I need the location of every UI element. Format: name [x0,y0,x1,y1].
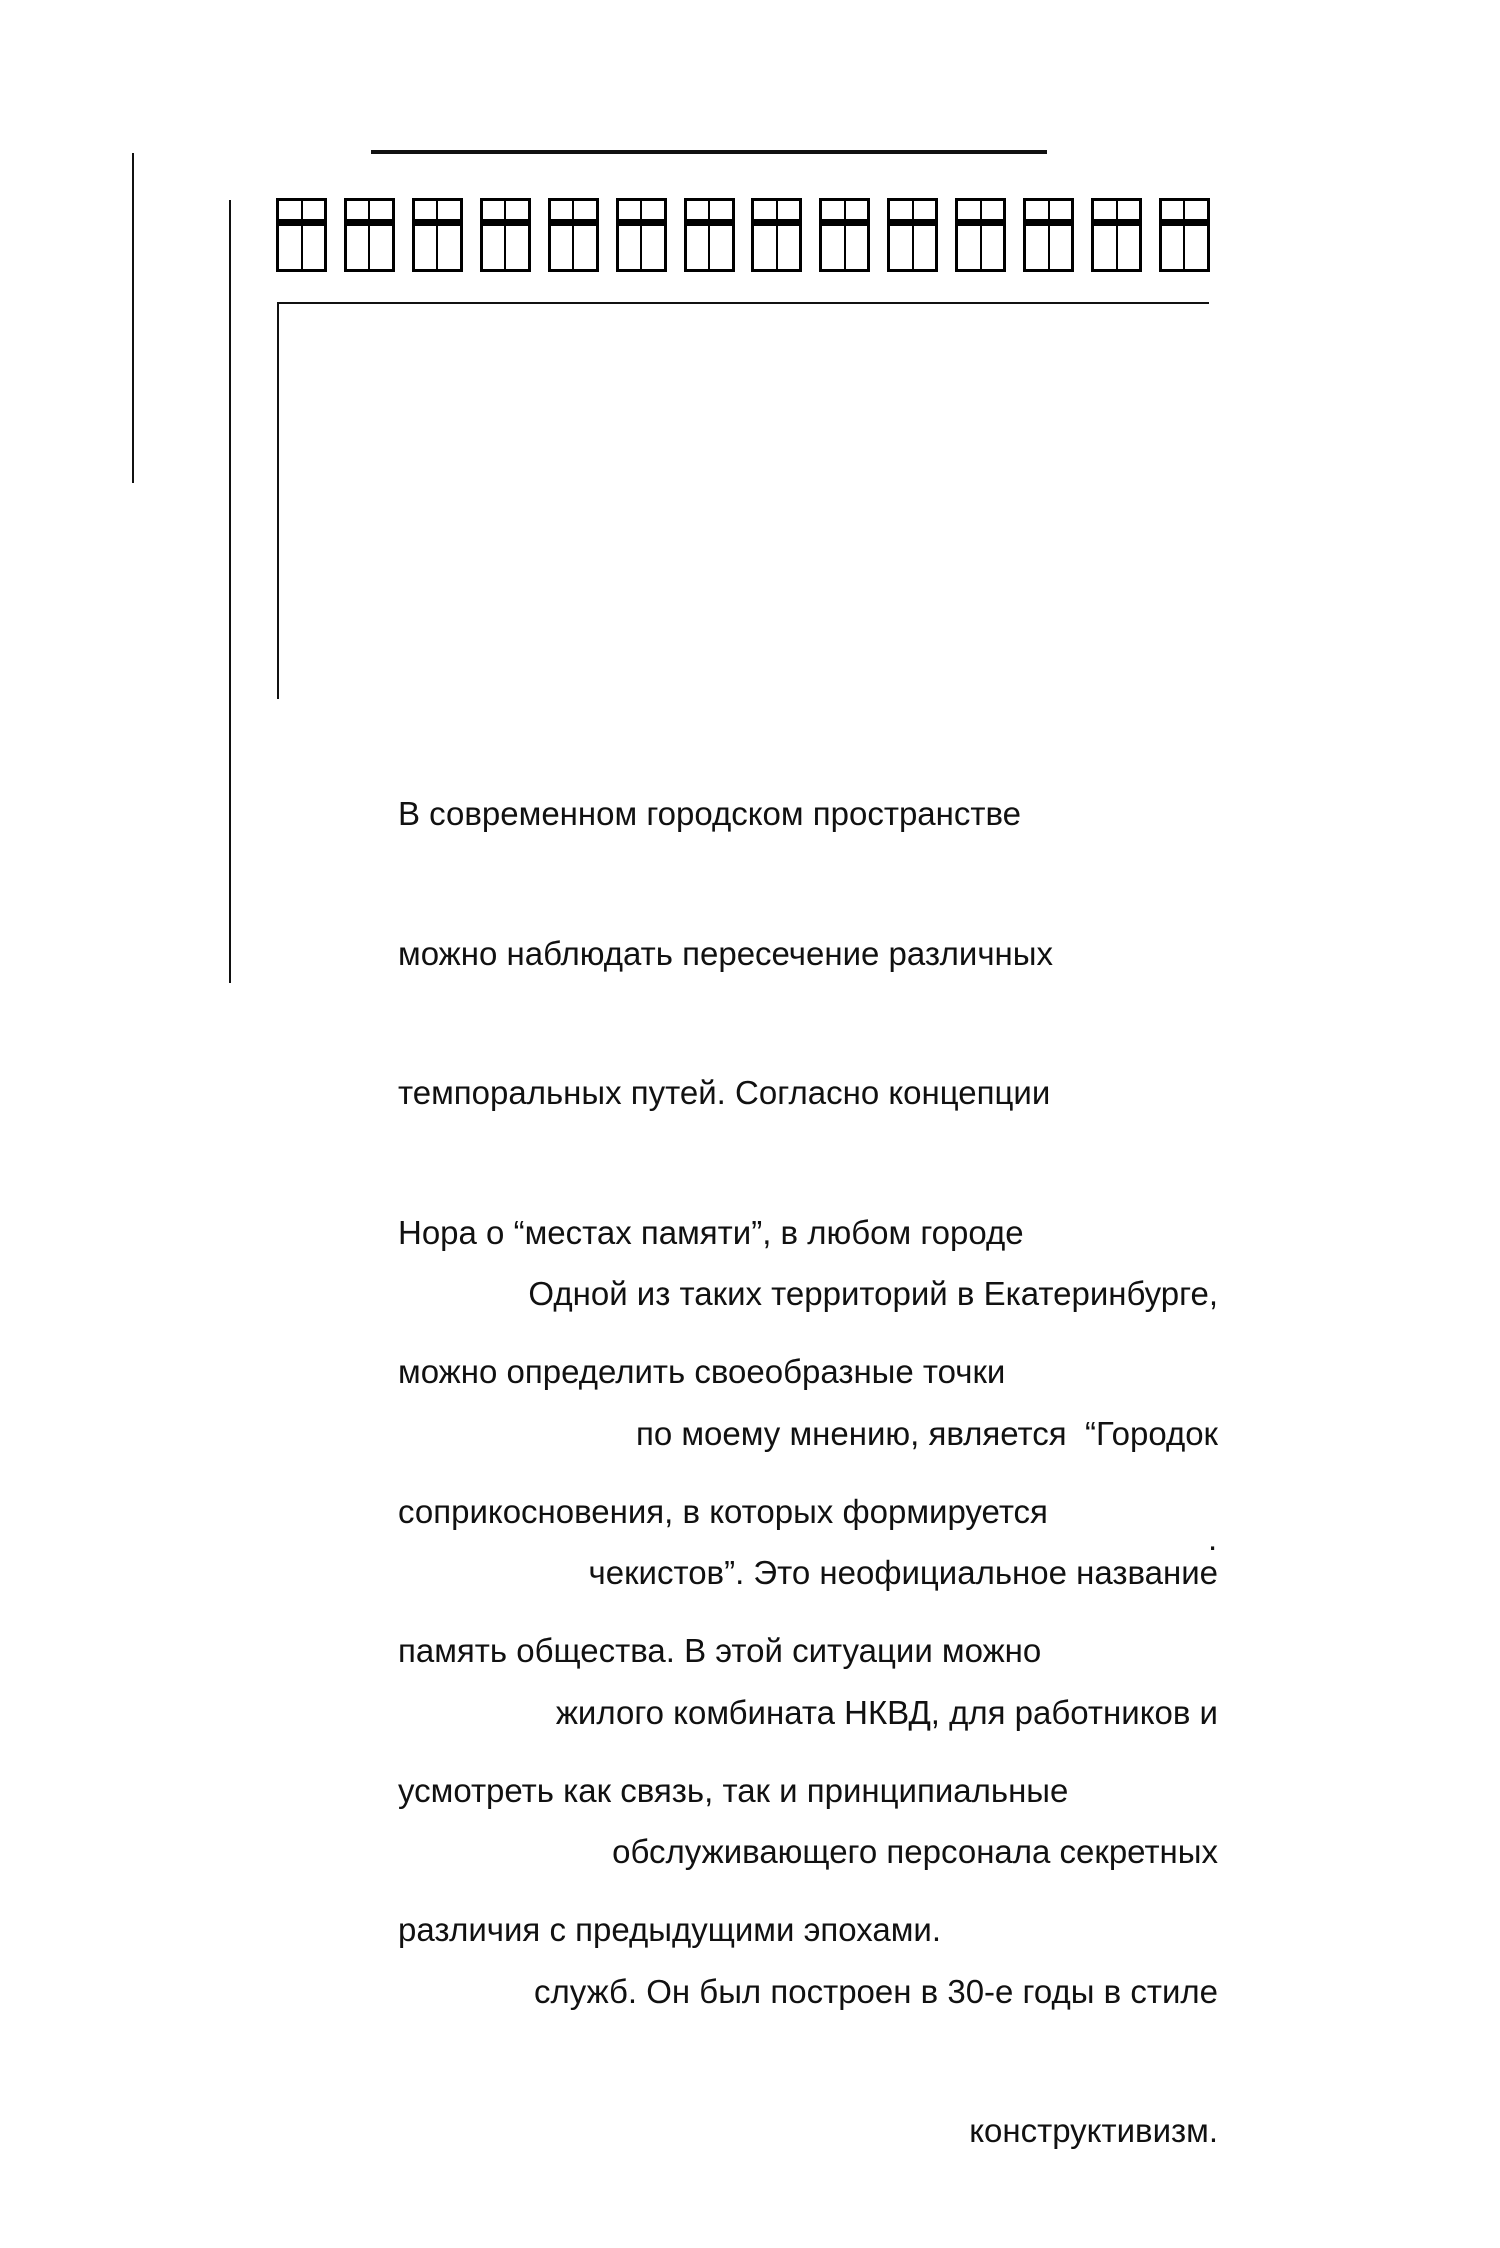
window-icon [684,198,735,272]
outer-left-vertical-line [132,153,134,483]
paragraph-line: можно определить своеобразные точки [398,1353,1006,1390]
window-icon [819,198,870,272]
frame-top-line [277,302,1209,304]
paragraph-line: по моему мнению, является “Городок [635,1414,1218,1452]
paragraph-line: Одной из таких территорий в Екатеринбурге, [528,1275,1218,1312]
window-icon [1023,198,1074,272]
window-icon [1091,198,1142,272]
window-icon [276,198,327,272]
paragraph-line: конструктивизм. [969,2112,1218,2149]
building-windows-row [276,198,1210,274]
trailing-dot: . [1208,1520,1218,1557]
window-icon [616,198,667,272]
top-horizontal-line [371,150,1047,154]
window-icon [480,198,531,272]
window-icon [1159,198,1210,272]
window-icon [955,198,1006,272]
window-icon [344,198,395,272]
paragraph-line: В современном городском пространстве [398,795,1022,832]
frame-left-line [277,302,279,699]
paragraph-line: соприкосновения, в которых формируется [398,1492,1048,1530]
paragraph-line: Нора о “местах памяти”, в любом городе [398,1213,1024,1251]
paragraph-line: различия с предыдущими эпохами. [398,1911,942,1948]
inner-left-vertical-line [229,200,231,983]
window-icon [887,198,938,272]
window-icon [548,198,599,272]
paragraph-line: жилого комбината НКВД, для работников и [555,1693,1218,1731]
paragraph-line: память общества. В этой ситуации можно [398,1632,1042,1669]
paragraph-gorodok-chekistov [528,1178,1218,2248]
window-icon [412,198,463,272]
window-icon [751,198,802,272]
paragraph-line: служб. Он был построен в 30-е годы в стиле [533,1972,1218,2010]
paragraph-line: чекистов”. Это неофициальное название [588,1554,1218,1591]
paragraph-line: усмотреть как связь, так и принципиальные [398,1771,1069,1809]
paragraph-line: можно наблюдать пересечение различных [398,934,1053,972]
paragraph-line: темпоральных путей. Согласно концепции [398,1074,1051,1111]
paragraph-line: обслуживающего персонала секретных [612,1833,1218,1870]
